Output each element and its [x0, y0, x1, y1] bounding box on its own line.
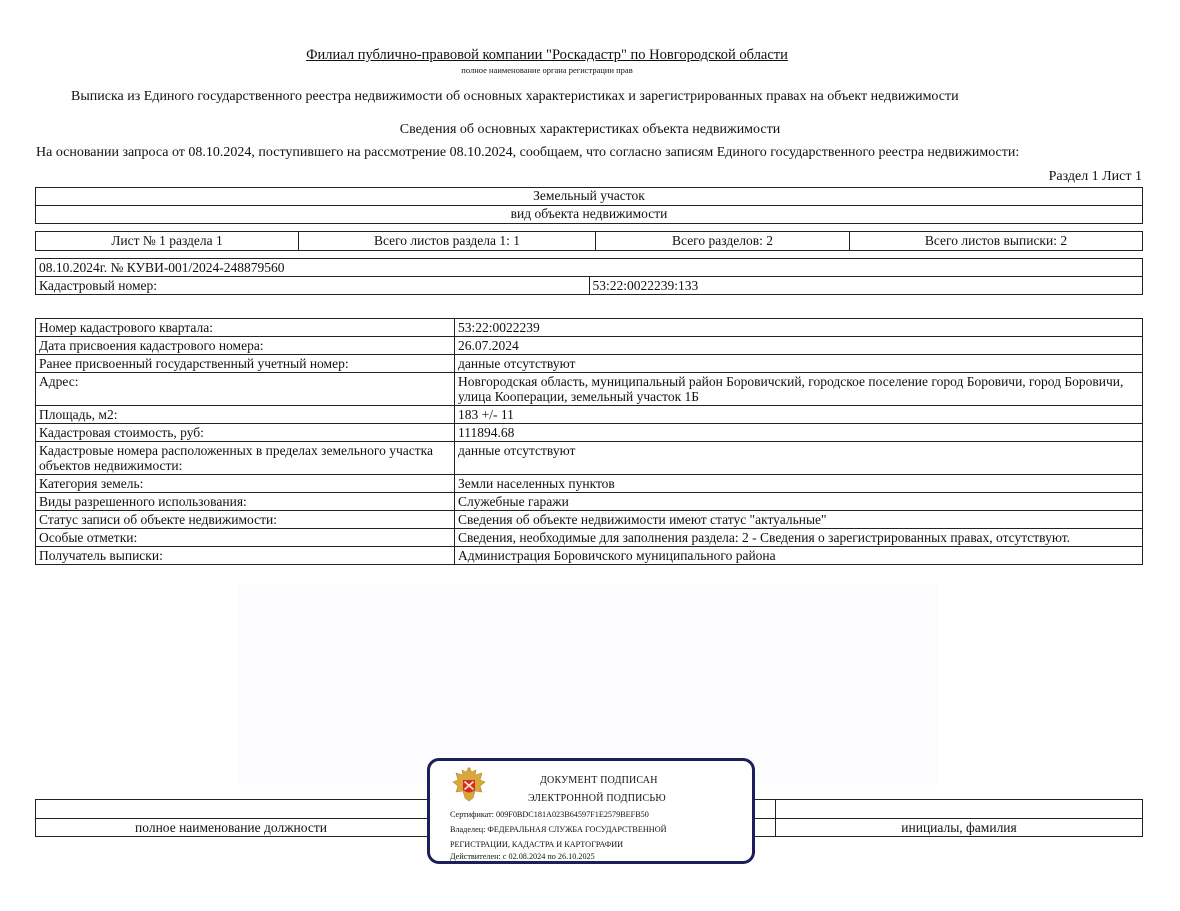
- details-label: Площадь, м2:: [36, 406, 455, 424]
- details-label: Статус записи об объекте недвижимости:: [36, 511, 455, 529]
- details-label: Адрес:: [36, 373, 455, 406]
- basis-text: На основании запроса от 08.10.2024, поступившего на рассмотрение 08.10.2024, сообщаем, что согласно записям Единого государственного реестра недвижимости:: [36, 145, 1020, 160]
- details-value: Сведения, необходимые для заполнения раздела: 2 - Сведения о зарегистрированных правах, отсутствуют.: [455, 529, 1143, 547]
- position-caption: полное наименование должности: [135, 820, 327, 835]
- stamp-owner-2: РЕГИСТРАЦИИ, КАДАСТРА И КАРТОГРАФИИ: [450, 840, 624, 849]
- details-row: [36, 355, 1143, 373]
- stamp-line-2: ЭЛЕКТРОННОЙ ПОДПИСЬЮ: [528, 793, 666, 804]
- details-row: [36, 547, 1143, 565]
- details-value: Земли населенных пунктов: [455, 475, 1143, 493]
- organization-name: Филиал публично-правовой компании "Роскадастр" по Новгородской области: [306, 47, 788, 63]
- details-row: [36, 406, 1143, 424]
- section-title: Сведения об основных характеристиках объекта недвижимости: [399, 122, 781, 137]
- details-row: [36, 442, 1143, 475]
- details-label: Кадастровая стоимость, руб:: [36, 424, 455, 442]
- cadastral-number-value: 53:22:0022239:133: [589, 277, 1143, 295]
- details-row: [36, 319, 1143, 337]
- details-value: 53:22:0022239: [455, 319, 1143, 337]
- details-label: Особые отметки:: [36, 529, 455, 547]
- total-sections: Всего разделов: 2: [596, 232, 850, 251]
- details-label: Ранее присвоенный государственный учетный номер:: [36, 355, 455, 373]
- total-sheets-extract: Всего листов выписки: 2: [850, 232, 1143, 251]
- record-date-number: 08.10.2024г. № КУВИ-001/2024-248879560: [36, 259, 1143, 277]
- sheets-table: [35, 231, 1143, 251]
- details-row: [36, 424, 1143, 442]
- document-title: Выписка из Единого государственного реестра недвижимости об основных характеристиках и зарегистрированных правах на объект недвижимости: [71, 89, 959, 104]
- details-label: Кадастровые номера расположенных в пределах земельного участка объектов недвижимости:: [36, 442, 455, 475]
- object-type-caption: вид объекта недвижимости: [36, 206, 1143, 224]
- name-caption: инициалы, фамилия: [901, 820, 1017, 835]
- details-value: Служебные гаражи: [455, 493, 1143, 511]
- stamp-line-1: ДОКУМЕНТ ПОДПИСАН: [540, 775, 658, 786]
- stamp-owner-1: Владелец: ФЕДЕРАЛЬНАЯ СЛУЖБА ГОСУДАРСТВЕННОЙ: [450, 825, 667, 834]
- details-row: [36, 493, 1143, 511]
- details-value: Администрация Боровичского муниципального района: [455, 547, 1143, 565]
- details-value: 111894.68: [455, 424, 1143, 442]
- details-label: Дата присвоения кадастрового номера:: [36, 337, 455, 355]
- details-row: [36, 511, 1143, 529]
- details-row: [36, 373, 1143, 406]
- total-sheets-section: Всего листов раздела 1: 1: [299, 232, 596, 251]
- details-row: [36, 337, 1143, 355]
- sheet-number: Лист № 1 раздела 1: [36, 232, 299, 251]
- details-row: [36, 475, 1143, 493]
- organization-caption: полное наименование органа регистрации прав: [461, 65, 633, 75]
- object-type-table: [35, 187, 1143, 224]
- stamp-certificate: Сертификат: 009F0BDC181A023B64597F1E2579BEFB50: [450, 810, 649, 819]
- details-value: данные отсутствуют: [455, 355, 1143, 373]
- details-label: Получатель выписки:: [36, 547, 455, 565]
- double-headed-eagle-emblem-icon: [449, 765, 489, 805]
- record-table: [35, 258, 1143, 295]
- signature-right-border: [1142, 799, 1143, 836]
- details-label: Виды разрешенного использования:: [36, 493, 455, 511]
- details-row: [36, 529, 1143, 547]
- details-value: данные отсутствуют: [455, 442, 1143, 475]
- details-value: 26.07.2024: [455, 337, 1143, 355]
- details-label: Номер кадастрового квартала:: [36, 319, 455, 337]
- details-value: Новгородская область, муниципальный район Боровичский, городское поселение город Боровичи, город Боровичи, улица Кооперации, земельный участок 1Б: [455, 373, 1143, 406]
- electronic-signature-stamp: [427, 758, 755, 864]
- section-reference: Раздел 1 Лист 1: [1048, 169, 1142, 184]
- watermark-background: [238, 585, 938, 785]
- stamp-validity: Действителен: с 02.08.2024 по 26.10.2025: [450, 852, 595, 861]
- details-value: Сведения об объекте недвижимости имеют статус "актуальные": [455, 511, 1143, 529]
- cadastral-number-label: Кадастровый номер:: [36, 277, 590, 295]
- details-table: [35, 318, 1143, 565]
- object-type: Земельный участок: [36, 188, 1143, 206]
- details-label: Категория земель:: [36, 475, 455, 493]
- details-value: 183 +/- 11: [455, 406, 1143, 424]
